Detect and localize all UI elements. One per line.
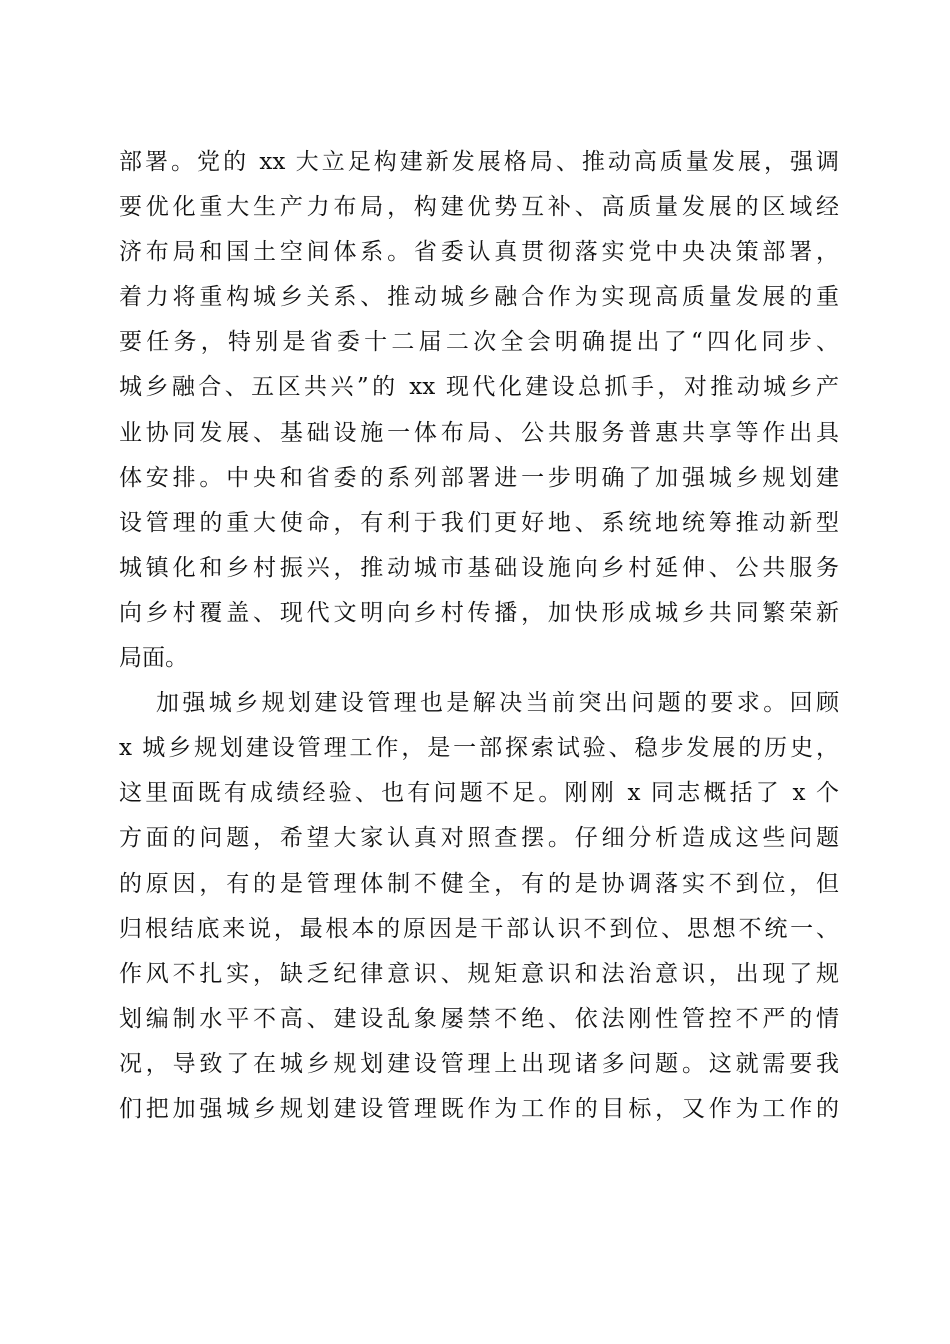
paragraph-start-line: 加强城乡规划建设管理也是解决当前突出问题的要求。回顾 [156, 690, 839, 717]
text-line: 城乡融合、五区共兴”的 xx 现代化建设总抓手，对推动城乡产 [119, 374, 839, 401]
text-line: 况，导致了在城乡规划建设管理上出现诸多问题。这就需要我 [119, 1050, 839, 1077]
text-line: 们把加强城乡规划建设管理既作为工作的目标，又作为工作的 [119, 1095, 839, 1122]
text-line: 局面。 [119, 645, 188, 672]
text-line: 着力将重构城乡关系、推动城乡融合作为实现高质量发展的重 [119, 284, 839, 311]
text-line: 济布局和国土空间体系。省委认真贯彻落实党中央决策部署， [119, 239, 839, 266]
text-line: 方面的问题，希望大家认真对照查摆。仔细分析造成这些问题 [119, 825, 839, 852]
text-line: 体安排。中央和省委的系列部署进一步明确了加强城乡规划建 [119, 464, 839, 491]
text-line: 划编制水平不高、建设乱象屡禁不绝、依法刚性管控不严的情 [119, 1005, 839, 1032]
text-line: 向乡村覆盖、现代文明向乡村传播，加快形成城乡共同繁荣新 [119, 599, 839, 626]
text-line: 业协同发展、基础设施一体布局、公共服务普惠共享等作出具 [119, 419, 839, 446]
text-line: 城镇化和乡村振兴，推动城市基础设施向乡村延伸、公共服务 [119, 554, 839, 581]
text-line: 要优化重大生产力布局，构建优势互补、高质量发展的区域经 [119, 194, 839, 221]
text-line: 作风不扎实，缺乏纪律意识、规矩意识和法治意识，出现了规 [119, 960, 839, 987]
body-text [119, 140, 839, 1132]
text-line: 要任务，特别是省委十二届二次全会明确提出了“四化同步、 [119, 329, 839, 356]
text-line: 设管理的重大使命，有利于我们更好地、系统地统筹推动新型 [119, 509, 839, 536]
text-line: 部署。党的 xx 大立足构建新发展格局、推动高质量发展，强调 [119, 149, 839, 175]
text-line: x 城乡规划建设管理工作，是一部探索试验、稳步发展的历史， [119, 735, 839, 762]
text-line: 归根结底来说，最根本的原因是干部认识不到位、思想不统一、 [119, 915, 839, 942]
text-line: 的原因，有的是管理体制不健全，有的是协调落实不到位，但 [119, 870, 839, 897]
text-line: 这里面既有成绩经验、也有问题不足。刚刚 x 同志概括了 x 个 [119, 780, 839, 807]
